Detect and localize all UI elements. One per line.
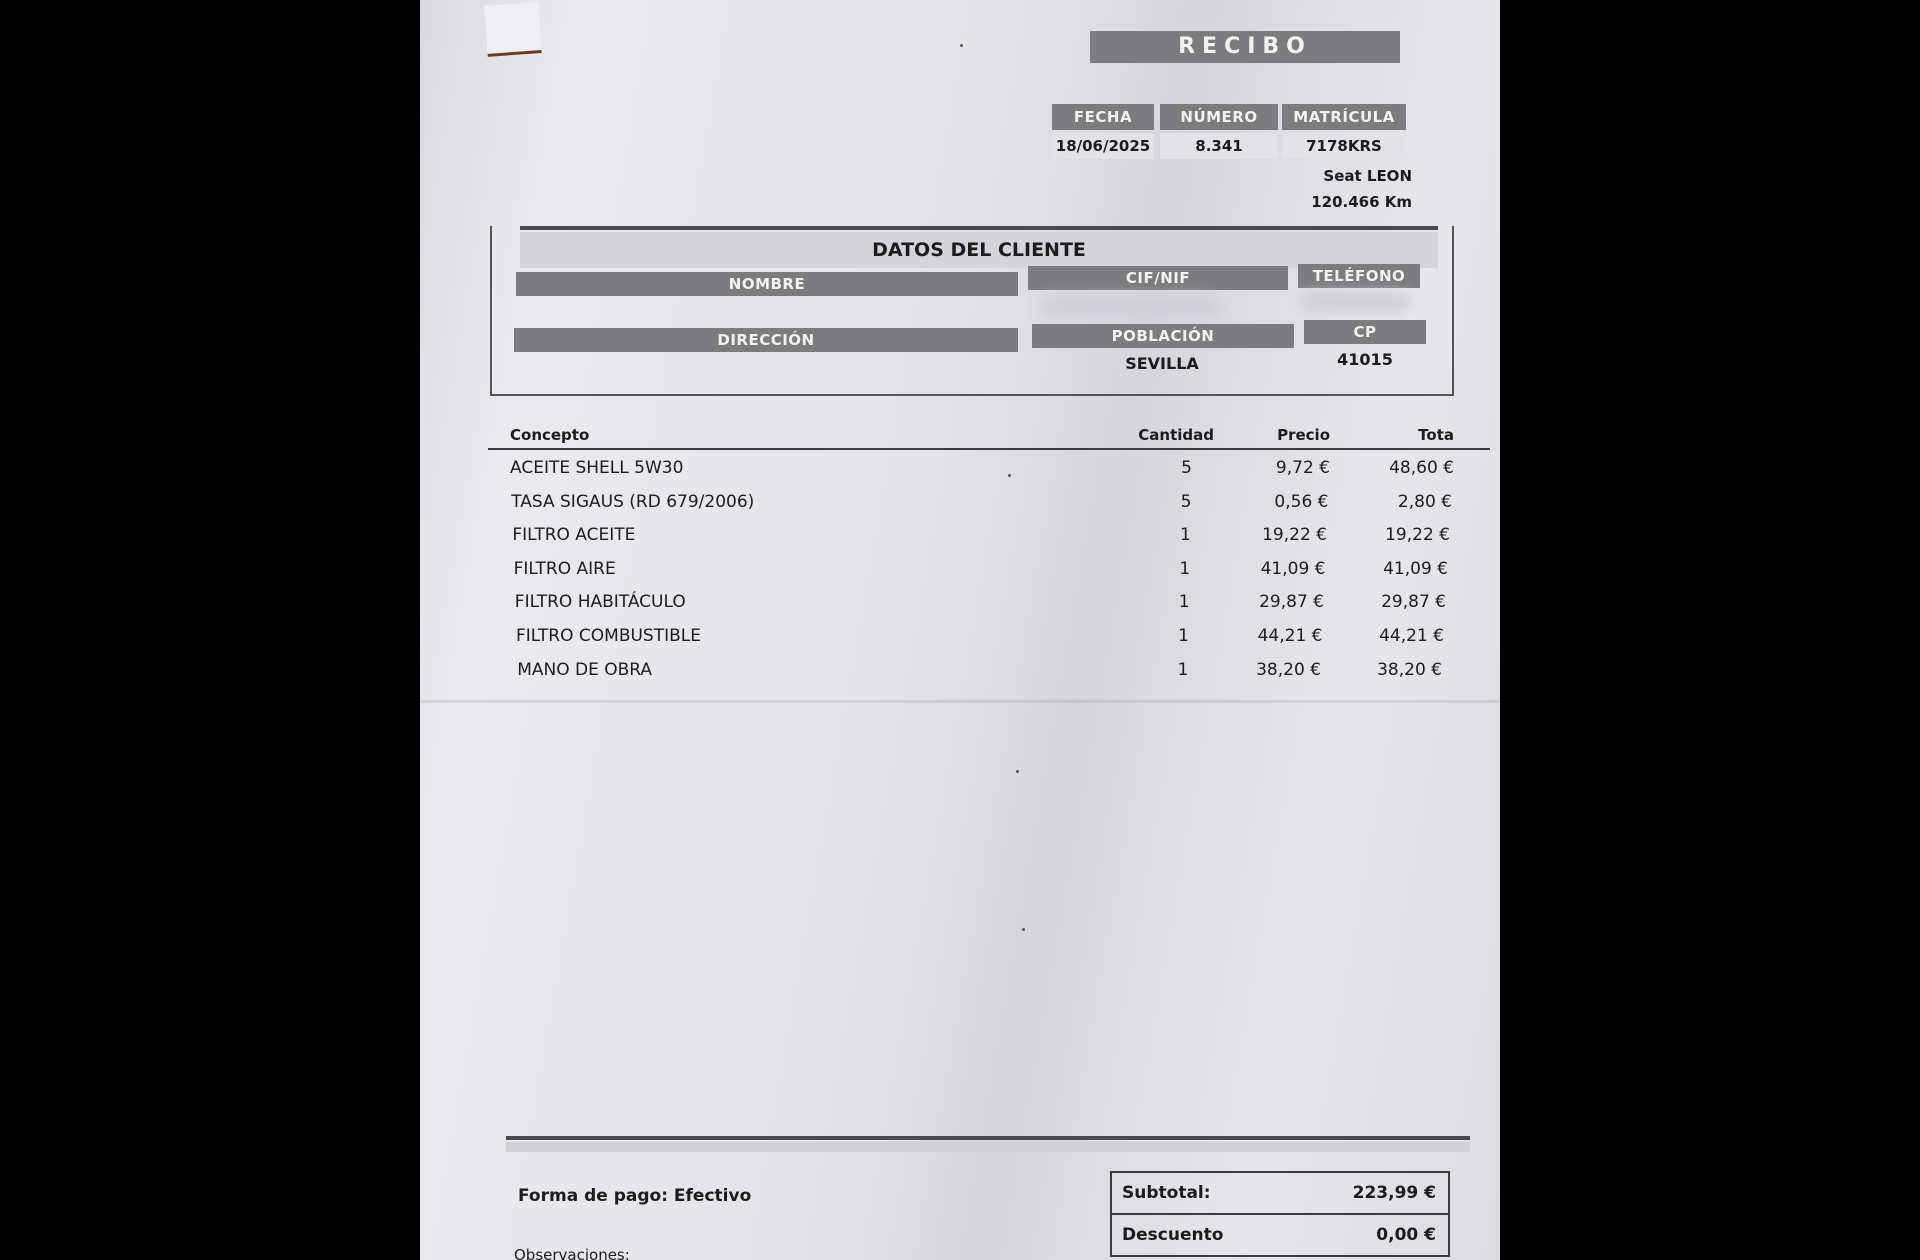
table-row <box>488 551 1490 585</box>
item-precio: 0,56 € <box>1274 491 1329 512</box>
bottom-band <box>506 1142 1470 1152</box>
client-top-rule <box>520 226 1438 230</box>
matricula-value: 7178KRS <box>1282 133 1406 159</box>
speck <box>1008 474 1011 477</box>
item-total: 19,22 € <box>1385 525 1450 546</box>
precio-header: Precio <box>1277 426 1330 444</box>
item-concepto: ACEITE SHELL 5W30 <box>510 458 684 478</box>
item-precio: 29,87 € <box>1259 592 1324 613</box>
items-header-row <box>488 412 1490 450</box>
item-precio: 19,22 € <box>1262 525 1327 546</box>
item-precio: 9,72 € <box>1275 458 1330 478</box>
table-row <box>488 618 1490 652</box>
totals-box <box>1110 1171 1450 1257</box>
item-concepto: FILTRO HABITÁCULO <box>514 592 686 613</box>
item-cantidad: 1 <box>1179 525 1191 546</box>
table-row <box>488 450 1490 484</box>
table-row <box>488 484 1490 518</box>
item-concepto: FILTRO ACEITE <box>512 525 636 546</box>
paper-fold <box>420 700 1500 703</box>
item-total: 29,87 € <box>1381 592 1446 613</box>
item-cantidad: 5 <box>1181 458 1192 478</box>
receipt-paper <box>420 0 1500 1260</box>
speck <box>1016 770 1019 773</box>
observaciones-label: Observaciones: <box>514 1246 630 1260</box>
fecha-value: 18/06/2025 <box>1052 133 1154 159</box>
item-total: 41,09 € <box>1383 558 1448 579</box>
numero-value: 8.341 <box>1160 133 1278 159</box>
speck <box>960 44 963 47</box>
redacted-telefono <box>1300 292 1410 312</box>
descuento-row <box>1112 1215 1448 1257</box>
item-total: 2,80 € <box>1397 491 1452 512</box>
item-total: 48,60 € <box>1389 458 1454 478</box>
descuento-label: Descuento <box>1122 1225 1224 1245</box>
item-precio: 41,09 € <box>1260 558 1326 579</box>
items-table <box>488 412 1490 685</box>
item-concepto: TASA SIGAUS (RD 679/2006) <box>511 491 755 512</box>
vehicle-km: 120.466 Km <box>1311 193 1412 211</box>
cantidad-header: Cantidad <box>1138 426 1214 444</box>
forma-pago: Forma de pago: Efectivo <box>518 1186 752 1206</box>
numero-header: NÚMERO <box>1160 104 1278 130</box>
cp-label: CP <box>1304 320 1426 344</box>
redacted-cif <box>1040 296 1220 316</box>
bottom-rule <box>506 1136 1470 1140</box>
item-concepto: MANO DE OBRA <box>517 659 653 680</box>
item-precio: 38,20 € <box>1256 659 1321 680</box>
descuento-value: 0,00 € <box>1376 1225 1436 1245</box>
nombre-label: NOMBRE <box>516 272 1018 296</box>
item-total: 38,20 € <box>1377 659 1442 680</box>
speck <box>1022 928 1025 931</box>
item-concepto: FILTRO AIRE <box>513 558 616 579</box>
item-precio: 44,21 € <box>1257 625 1323 646</box>
matricula-header: MATRÍCULA <box>1282 104 1406 130</box>
fecha-header: FECHA <box>1052 104 1154 130</box>
cp-value: 41015 <box>1337 350 1393 369</box>
poblacion-label: POBLACIÓN <box>1032 324 1294 348</box>
tape-piece <box>484 2 541 57</box>
cif-label: CIF/NIF <box>1028 266 1288 290</box>
concepto-header: Concepto <box>510 426 590 444</box>
receipt-title: RECIBO <box>1090 31 1400 63</box>
direccion-label: DIRECCIÓN <box>514 328 1018 352</box>
table-row <box>488 652 1490 686</box>
telefono-label: TELÉFONO <box>1298 264 1420 288</box>
total-header: Tota <box>1418 426 1454 444</box>
item-concepto: FILTRO COMBUSTIBLE <box>516 625 701 646</box>
subtotal-row <box>1112 1173 1448 1215</box>
item-cantidad: 5 <box>1180 491 1192 512</box>
subtotal-value: 223,99 € <box>1352 1183 1436 1203</box>
item-cantidad: 1 <box>1179 558 1191 579</box>
client-title: DATOS DEL CLIENTE <box>520 232 1438 268</box>
vehicle-model: Seat LEON <box>1323 167 1412 185</box>
item-cantidad: 1 <box>1178 625 1189 646</box>
item-total: 44,21 € <box>1379 625 1444 646</box>
item-cantidad: 1 <box>1177 659 1189 680</box>
table-row <box>488 584 1490 618</box>
item-cantidad: 1 <box>1178 592 1190 613</box>
poblacion-value: SEVILLA <box>1125 354 1199 373</box>
subtotal-label: Subtotal: <box>1122 1183 1211 1203</box>
table-row <box>488 517 1490 551</box>
